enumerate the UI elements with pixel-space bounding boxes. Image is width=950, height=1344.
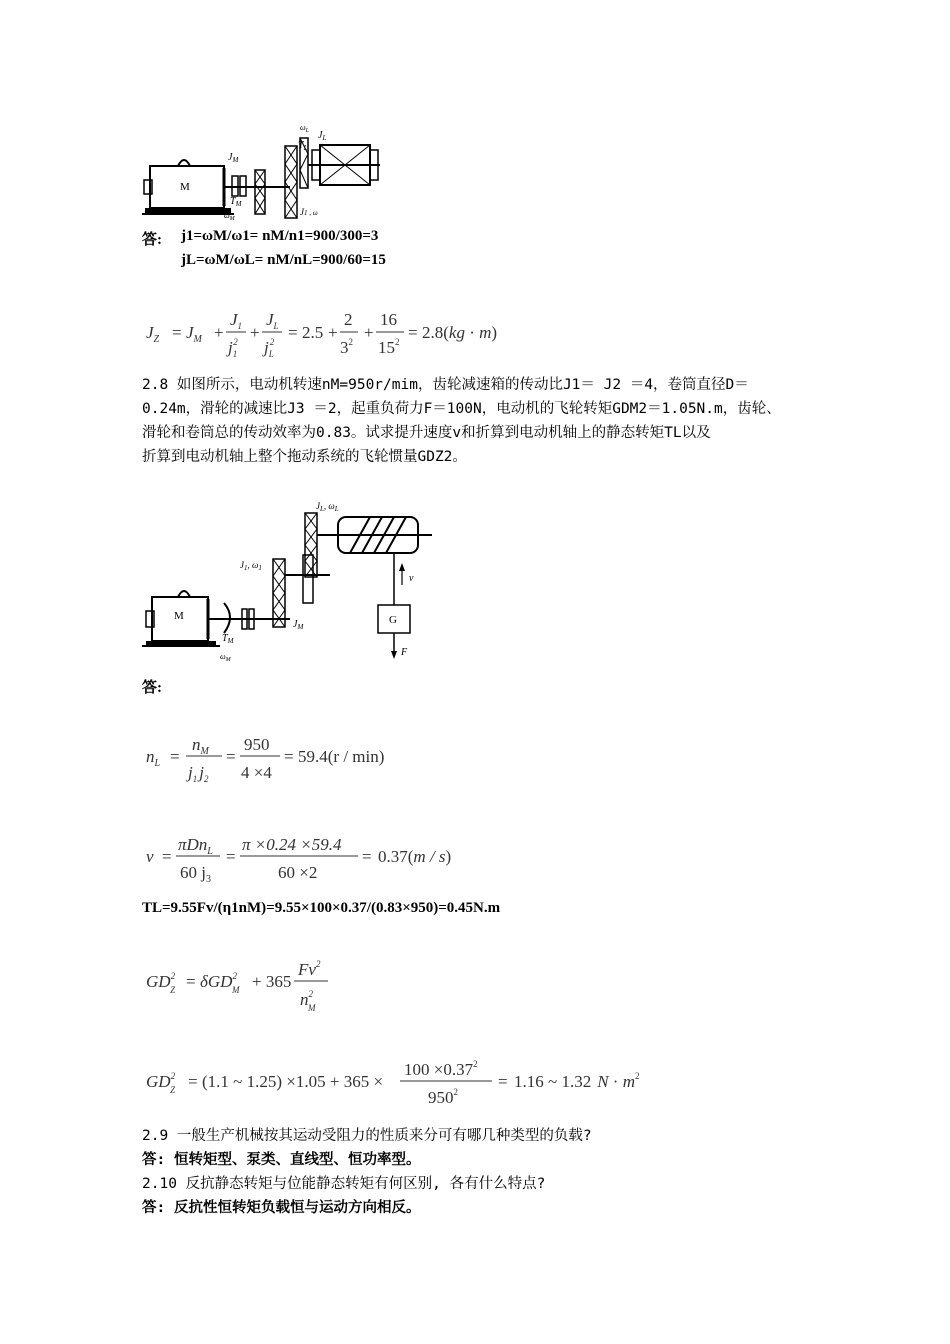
svg-text:nM: $n_M$ bbox=[192, 735, 209, 757]
svg-text:=: = bbox=[408, 323, 418, 342]
motor-label: M bbox=[180, 181, 190, 193]
svg-text:v: v bbox=[146, 847, 154, 866]
svg-text:=: = bbox=[172, 323, 182, 342]
svg-text:JM: $J_M$ bbox=[186, 323, 202, 345]
svg-text:j1j2: $j_1$ $j_2$ bbox=[188, 763, 209, 784]
label-j1-w1: $J_1$, $\omega_1$ bbox=[240, 560, 262, 572]
svg-text:=: = bbox=[288, 323, 298, 342]
label-tm: $T_M$ bbox=[230, 196, 242, 208]
svg-text:2.5: 2.5 bbox=[302, 323, 324, 342]
label-jl-wl: $J_L$, $\omega_L$ bbox=[316, 501, 339, 513]
svg-text:2: 2 bbox=[344, 310, 353, 329]
answer-2-label: 答: bbox=[142, 680, 162, 696]
tl-calculation: TL=9.55Fv/(η1nM)=9.55×100×0.37/(0.83×950)=0.45N.m bbox=[142, 900, 501, 916]
svg-text:1.16 ~ 1.32N · m2: 1.16 ~ 1.32 $N \cdot m^2$ bbox=[514, 1071, 640, 1091]
figure-2-hoist-diagram bbox=[140, 495, 440, 665]
svg-text:0.37(m / s): 0.37(m / s) bbox=[378, 847, 452, 866]
svg-text:GD2Z: $GD^2$ Z bbox=[146, 1071, 176, 1095]
svg-text:152: $15^2$ bbox=[378, 337, 400, 357]
svg-text:4 ×4: 4 ×4 bbox=[241, 763, 272, 782]
svg-text:=: = bbox=[362, 847, 372, 866]
svg-text:=: = bbox=[284, 747, 294, 766]
label-wm: $\omega_M$ bbox=[224, 211, 235, 222]
svg-text:j12: $j_12$ bbox=[228, 337, 238, 359]
label-wl: $\omega_L$ bbox=[300, 123, 309, 134]
svg-text:+: + bbox=[250, 323, 260, 342]
svg-text:GD2Z: $GD^2$ Z bbox=[146, 971, 176, 995]
svg-text:J1: $J_1$ bbox=[230, 310, 243, 331]
svg-text:=: = bbox=[226, 847, 236, 866]
svg-text:60 ×2: 60 ×2 bbox=[278, 863, 318, 882]
answer-1-label: 答: bbox=[142, 232, 162, 248]
label-jm-2: $J_M$ bbox=[293, 619, 304, 631]
svg-text:9502: $950^2$ bbox=[428, 1087, 458, 1107]
label-tm-2: $T_M$ bbox=[222, 633, 234, 645]
svg-text:πDnL: πDn$_L$ bbox=[178, 835, 213, 857]
svg-text:950: 950 bbox=[244, 735, 270, 754]
svg-text:=: = bbox=[170, 747, 180, 766]
svg-text:=: = bbox=[188, 1072, 198, 1091]
answer-1-line-2: jL=ωM/ωL= nM/nL=900/60=15 bbox=[181, 252, 386, 268]
answer-2-10: 答: 反抗性恒转矩负载恒与运动方向相反。 bbox=[142, 1200, 421, 1216]
svg-text:+: + bbox=[328, 323, 338, 342]
svg-text:32: $3^2$ bbox=[340, 337, 353, 357]
label-jl: $J_L$ bbox=[318, 130, 327, 142]
problem-2-8-line-4: 折算到电动机轴上整个拖动系统的飞轮惯量GDZ2。 bbox=[142, 449, 467, 465]
svg-text:60 j3: 60 $j_3$ bbox=[180, 863, 211, 885]
svg-text:π ×0.24 ×59.4: π ×0.24 ×59.4 bbox=[242, 835, 342, 854]
svg-text:59.4(r / min): 59.4(r / min) bbox=[298, 747, 385, 766]
label-f: F bbox=[401, 647, 408, 658]
question-2-10: 2.10 反抗静态转矩与位能静态转矩有何区别, 各有什么特点? bbox=[142, 1176, 546, 1192]
svg-text:=: = bbox=[498, 1072, 508, 1091]
weight-label: G bbox=[389, 614, 397, 626]
svg-text:(1.1 ~ 1.25) ×1.05 + 365 ×: (1.1 ~ 1.25) ×1.05 + 365 × bbox=[202, 1072, 384, 1091]
equation-gd-numeric bbox=[142, 1055, 662, 1111]
problem-2-8-line-1: 2.8 如图所示，电动机转速nM=950r/mim，齿轮减速箱的传动比J1＝ J2 ＝4，卷筒直径D＝ bbox=[142, 377, 749, 393]
svg-text:100 ×0.372: $100 \times 0.37^2$ bbox=[404, 1059, 478, 1079]
svg-text:+: + bbox=[214, 323, 224, 342]
svg-text:Fv2: Fv$^2$ bbox=[298, 959, 321, 979]
svg-text:δGD2M: δGD$^2$ M bbox=[200, 971, 240, 995]
answer-1-line-1: j1=ωM/ω1= nM/n1=900/300=3 bbox=[181, 228, 379, 244]
svg-text:16: 16 bbox=[380, 310, 397, 329]
svg-text:=: = bbox=[162, 847, 172, 866]
svg-text:jL2: $j_L2$ bbox=[264, 337, 275, 359]
problem-2-8-line-2: 0.24m，滑轮的减速比J3 ＝2，起重负荷力F＝100N，电动机的飞轮转矩GDM2＝1.05N.m，齿轮、 bbox=[142, 401, 781, 417]
svg-text:nL: $n_L$ bbox=[146, 747, 161, 769]
svg-text:+: + bbox=[364, 323, 374, 342]
label-tl: $T_L$ bbox=[298, 140, 308, 152]
svg-text:=: = bbox=[226, 747, 236, 766]
equation-v bbox=[142, 830, 482, 890]
label-jm: $J_M$ bbox=[228, 152, 239, 164]
motor-label-2: M bbox=[174, 610, 184, 622]
svg-text:=: = bbox=[186, 972, 196, 991]
label-j1w1: J1 , ω bbox=[300, 207, 318, 217]
answer-2-9: 答: 恒转矩型、泵类、直线型、恒功率型。 bbox=[142, 1152, 421, 1168]
svg-text:JL: $J_L$ bbox=[266, 310, 279, 331]
figure-1-gearbox-diagram bbox=[140, 118, 410, 228]
question-2-9: 2.9 一般生产机械按其运动受阻力的性质来分可有哪几种类型的负载? bbox=[142, 1128, 592, 1144]
equation-gd-general bbox=[142, 955, 362, 1015]
problem-2-8-text bbox=[142, 373, 832, 469]
label-wm-2: $\omega_M$ bbox=[220, 652, 231, 663]
svg-text:+ 365: + 365 bbox=[252, 972, 292, 991]
svg-text:2.8(kg · m): 2.8(kg · m) bbox=[422, 323, 498, 342]
equation-nl bbox=[142, 730, 422, 790]
equation-jz bbox=[142, 305, 512, 365]
problem-2-8-line-3: 滑轮和卷筒总的传动效率为0.83。试求提升速度v和折算到电动机轴上的静态转矩TL以及 bbox=[142, 425, 711, 441]
svg-text:n2M: $n^2$ M bbox=[300, 989, 316, 1013]
label-v: v bbox=[409, 573, 414, 584]
svg-text:JZ: $J_Z$ bbox=[146, 323, 160, 345]
